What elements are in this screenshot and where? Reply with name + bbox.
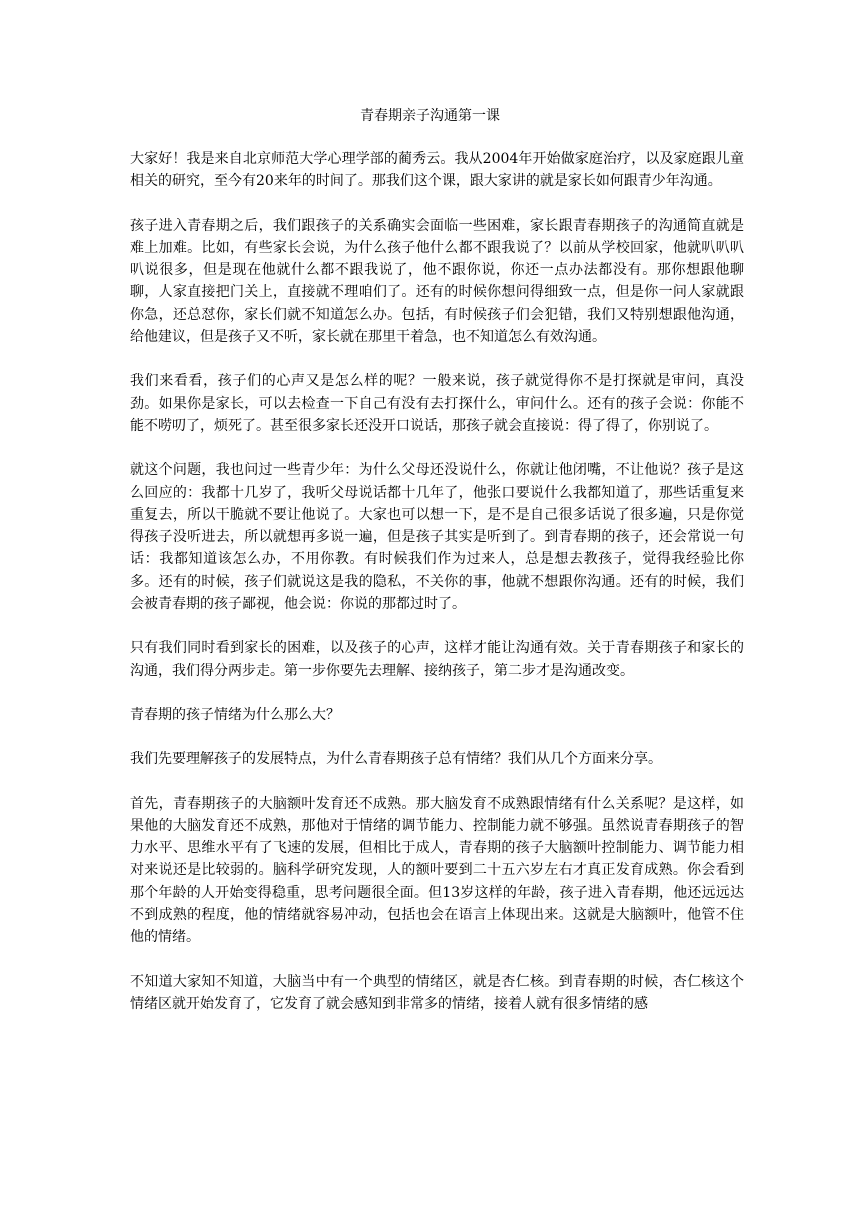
document-title: 青春期亲子沟通第一课 — [360, 108, 500, 124]
paragraph-intro: 大家好！我是来自北京师范大学心理学部的蔺秀云。我从2004年开始做家庭治疗，以及家庭跟儿童相关的研究，至今有20来年的时间了。那我们这个课，跟大家讲的就是家长如何跟青少年沟通。 — [130, 151, 744, 190]
paragraph-teen-response: 就这个问题，我也问过一些青少年：为什么父母还没说什么，你就让他闭嘴，不让他说？孩子是这么回应的：我都十几岁了，我听父母说话都十几年了，他张口要说什么我都知道了，那些话重复来重复去，所以干脆就不要让他说了。大家也可以想一下，是不是自己很多话说了很多遍，只是你觉得孩子没听进去，所以就想再多说一遍，但是孩子其实是听到了。到青春期的孩子，还会常说一句话：我都知道该怎么办，不用你教。有时候我们作为过来人，总是想去教孩子，觉得我经验比你多。还有的时候，孩子们就说这是我的隐私，不关你的事，他就不想跟你沟通。还有的时候，我们会被青春期的孩子鄙视，他会说：你说的那都过时了。 — [130, 462, 744, 613]
paragraph-child-voice: 我们来看看，孩子们的心声又是怎么样的呢？一般来说，孩子就觉得你不是打探就是审问，真没劲。如果你是家长，可以去检查一下自己有没有去打探什么，审问什么。还有的孩子会说：你能不能不唠叨了，烦死了。甚至很多家长还没开口说话，那孩子就会直接说：得了得了，你别说了。 — [130, 373, 744, 434]
paragraph-amygdala: 不知道大家知不知道，大脑当中有一个典型的情绪区，就是杏仁核。到青春期的时候，杏仁核这个情绪区就开始发育了，它发育了就会感知到非常多的情绪，接着人就有很多情绪的感 — [130, 973, 744, 1012]
document-body — [130, 148, 744, 1037]
paragraph-two-steps: 只有我们同时看到家长的困难，以及孩子的心声，这样才能让沟通有效。关于青春期孩子和家长的沟通，我们得分两步走。第一步你要先去理解、接纳孩子，第二步才是沟通改变。 — [130, 640, 744, 679]
paragraph-frontal-lobe: 首先，青春期孩子的大脑额叶发育还不成熟。那大脑发育不成熟跟情绪有什么关系呢？是这样，如果他的大脑发育还不成熟，那他对于情绪的调节能力、控制能力就不够强。虽然说青春期孩子的智力水平、思维水平有了飞速的发展，但相比于成人，青春期的孩子大脑额叶控制能力、调节能力相对来说还是比较弱的。脑科学研究发现，人的额叶要到二十五六岁左右才真正发育成熟。你会看到那个年龄的人开始变得稳重，思考问题很全面。但13岁这样的年龄，孩子进入青春期，他还远远达不到成熟的程度，他的情绪就容易冲动，包括也会在语言上体现出来。这就是大脑额叶，他管不住他的情绪。 — [130, 795, 744, 946]
paragraph-section-intro: 我们先要理解孩子的发展特点，为什么青春期孩子总有情绪？我们从几个方面来分享。 — [130, 751, 662, 768]
paragraph-parent-difficulty: 孩子进入青春期之后，我们跟孩子的关系确实会面临一些困难，家长跟青春期孩子的沟通简直就是难上加难。比如，有些家长会说，为什么孩子他什么都不跟我说了？以前从学校回家，他就叭叭叭叭说很多，但是现在他就什么都不跟我说了，他不跟你说，你还一点办法都没有。那你想跟他聊聊，人家直接把门关上，直接就不理咱们了。还有的时候你想问得细致一点，但是你一问人家就跟你急，还总怼你，家长们就不知道怎么办。包括，有时候孩子们会犯错，我们又特别想跟他沟通，给他建议，但是孩子又不听，家长就在那里干着急，也不知道怎么有效沟通。 — [130, 217, 744, 346]
section-heading: 青春期的孩子情绪为什么那么大？ — [130, 706, 340, 723]
